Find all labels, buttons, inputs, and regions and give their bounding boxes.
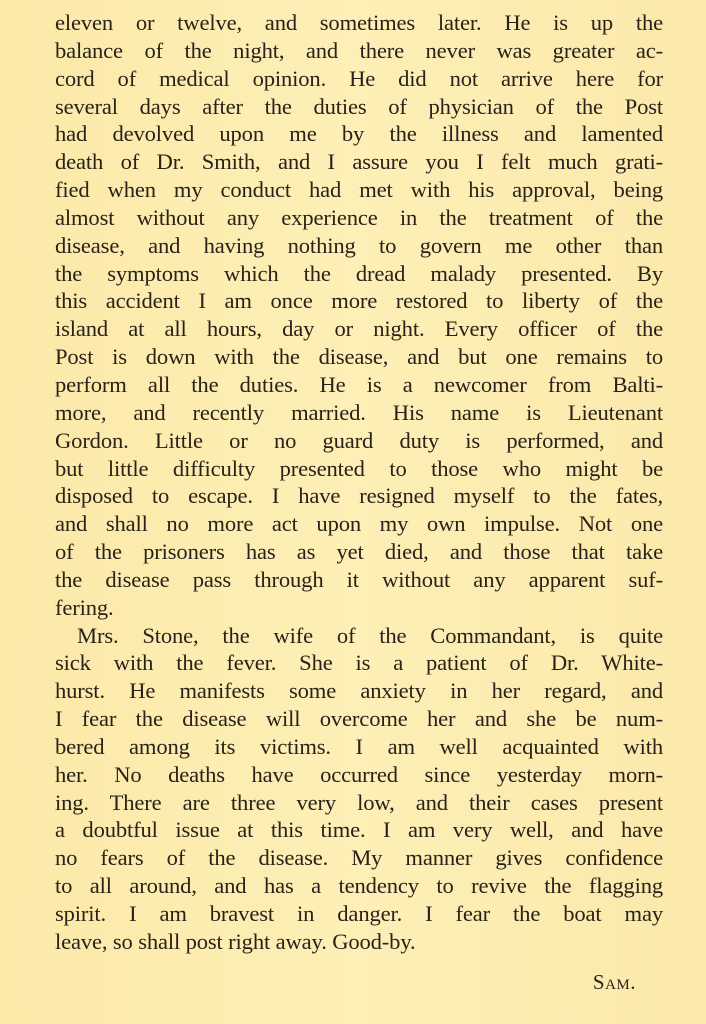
text-line: sick with the fever. She is a patient of Dr. White- xyxy=(55,650,663,676)
text-line: to all around, and has a tendency to revive the flagging xyxy=(55,873,663,899)
text-line: I fear the disease will overcome her and she be num- xyxy=(55,706,663,732)
text-line: no fears of the disease. My manner gives confidence xyxy=(55,845,663,871)
text-line: but little difficulty presented to those who might be xyxy=(55,455,663,481)
text-line: balance of the night, and there never was greater ac- xyxy=(55,37,663,63)
text-line: several days after the duties of physician of the Post xyxy=(55,93,663,119)
text-line: this accident I am once more restored to liberty of the xyxy=(55,288,663,314)
document-body xyxy=(55,9,663,956)
text-line: of the prisoners has as yet died, and those that take xyxy=(55,539,663,565)
signature: Sam. xyxy=(592,970,636,994)
text-line: disease, and having nothing to govern me other than xyxy=(55,232,663,258)
paragraph-end-line: fering. xyxy=(55,594,114,620)
text-line: eleven or twelve, and sometimes later. He is up the xyxy=(55,10,663,35)
text-line: perform all the duties. He is a newcomer from Balti- xyxy=(55,371,663,397)
text-line: fied when my conduct had met with his approval, being xyxy=(55,177,663,203)
text-line: a doubtful issue at this time. I am very well, and have xyxy=(55,817,663,843)
text-line: Gordon. Little or no guard duty is performed, and xyxy=(55,427,663,453)
text-line: bered among its victims. I am well acquainted with xyxy=(55,733,663,759)
text-line: spirit. I am bravest in danger. I fear the boat may xyxy=(55,901,663,926)
text-line: Post is down with the disease, and but one remains to xyxy=(55,344,663,370)
text-line: more, and recently married. His name is Lieutenant xyxy=(55,399,663,425)
text-line: almost without any experience in the treatment of the xyxy=(55,204,663,230)
text-line: the disease pass through it without any apparent suf- xyxy=(55,566,663,592)
text-line: island at all hours, day or night. Every officer of the xyxy=(55,316,663,342)
text-line: disposed to escape. I have resigned myself to the fates, xyxy=(55,483,663,509)
paragraph-start-line: Mrs. Stone, the wife of the Commandant, is quite xyxy=(77,622,663,648)
text-line: her. No deaths have occurred since yesterday morn- xyxy=(55,761,663,787)
text-line: the symptoms which the dread malady presented. By xyxy=(55,260,663,286)
text-line: and shall no more act upon my own impulse. Not one xyxy=(55,511,663,537)
text-line: death of Dr. Smith, and I assure you I felt much grati- xyxy=(55,149,663,175)
paragraph-end-line: leave, so shall post right away. Good-by. xyxy=(55,928,416,954)
text-line: ing. There are three very low, and their cases present xyxy=(55,789,663,815)
text-line: had devolved upon me by the illness and lamented xyxy=(55,121,663,147)
text-line: cord of medical opinion. He did not arrive here for xyxy=(55,65,663,91)
text-line: hurst. He manifests some anxiety in her regard, and xyxy=(55,678,663,704)
